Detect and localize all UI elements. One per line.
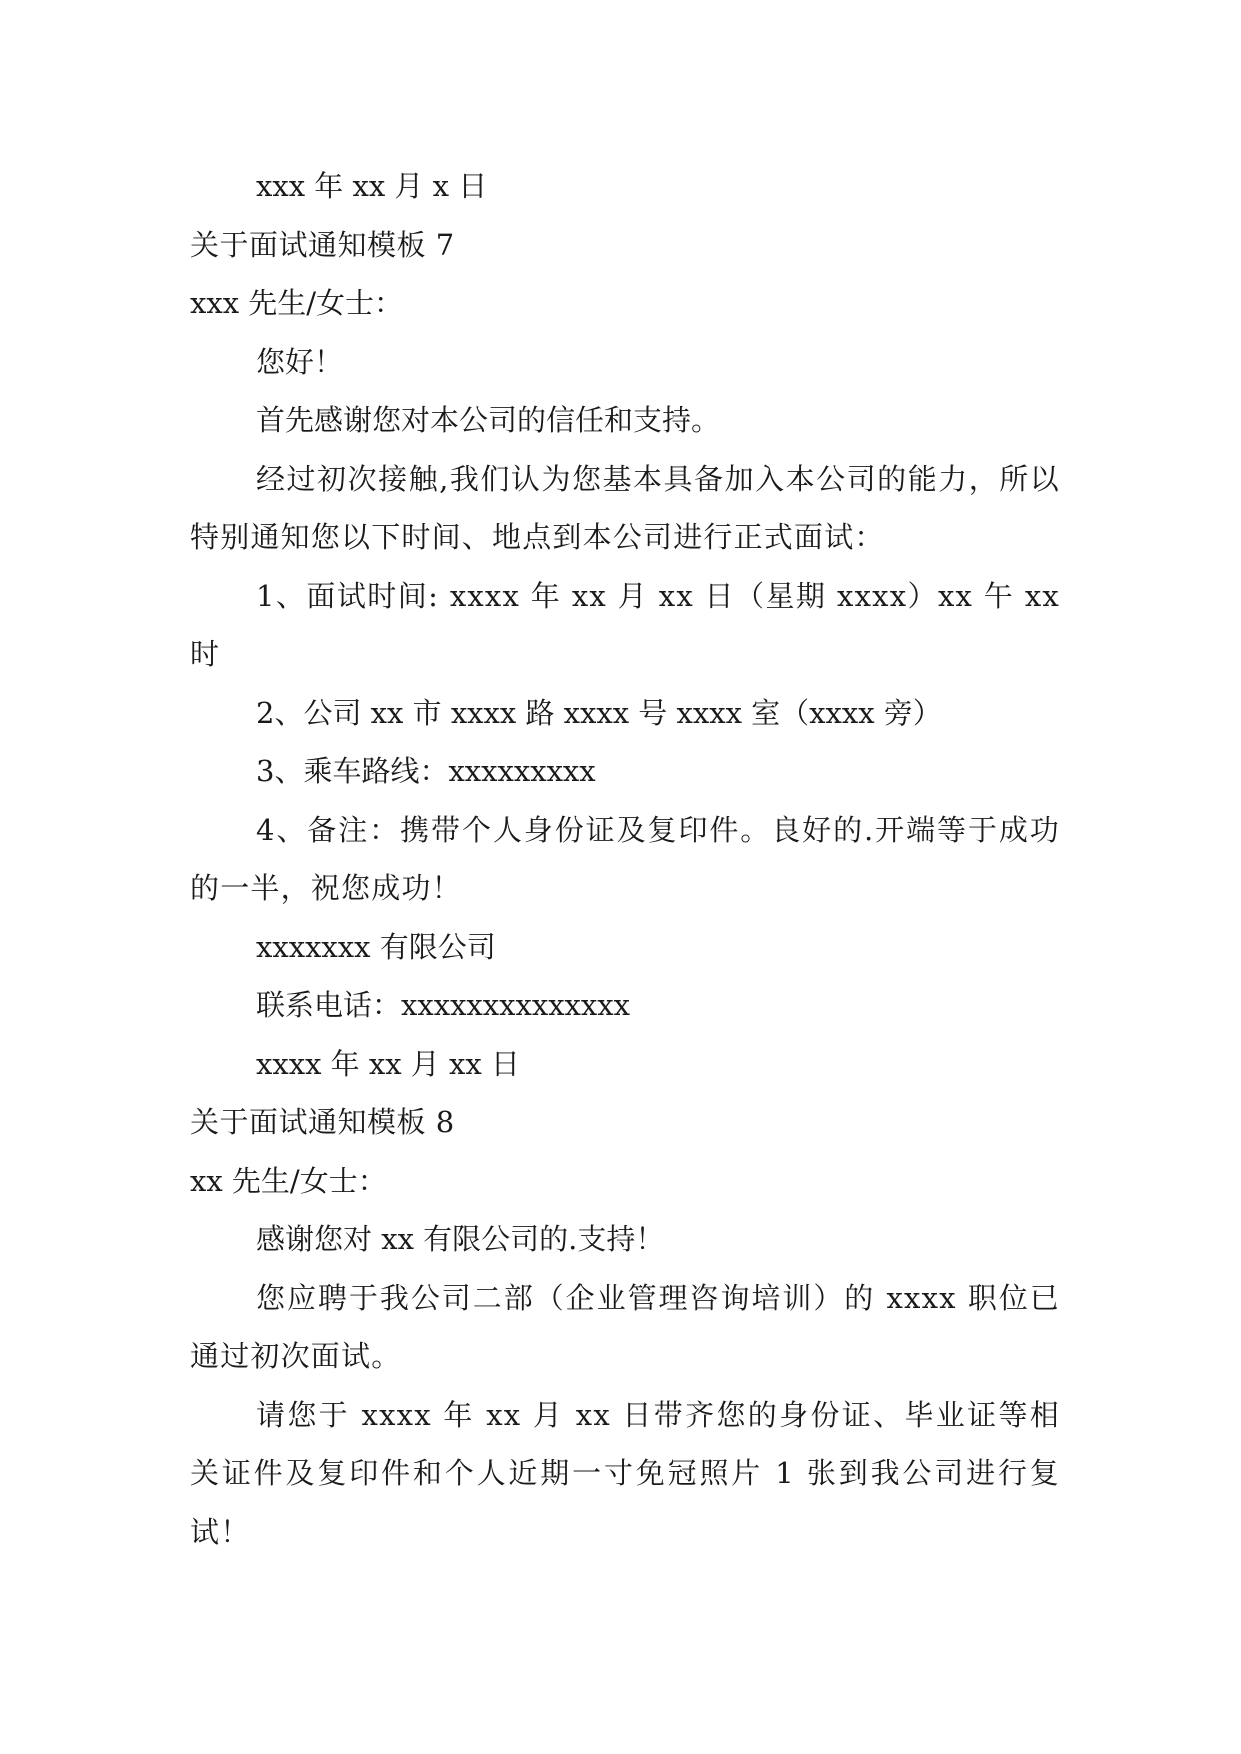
template-7-salutation: xxx 先生/女士： (190, 286, 404, 320)
template-7-item-1: 1、面试时间: xxxx 年 xx 月 xx 日（星期 xxxx）xx 午 xx 时 (190, 578, 1060, 671)
template-7-title: 关于面试通知模板 7 (190, 227, 455, 262)
template-7-company: xxxxxxx 有限公司 (256, 929, 496, 964)
template-7-greeting: 您好！ (256, 344, 344, 379)
template-8-request: 请您于 xxxx 年 xx 月 xx 日带齐您的身份证、毕业证等相关证件及复印件和个人近期一寸免冠照片 1 张到我公司进行复试！ (190, 1397, 1060, 1549)
template-8-title: 关于面试通知模板 8 (190, 1105, 455, 1139)
template-7-thanks: 首先感谢您对本公司的信任和支持。 (256, 403, 721, 437)
template-7-item-2: 2、公司 xx 市 xxxx 路 xxxx 号 xxxx 室（xxxx 旁） (256, 695, 942, 730)
template-8-result: 您应聘于我公司二部（企业管理咨询培训）的 xxxx 职位已通过初次面试。 (190, 1280, 1060, 1373)
template-7-date: xxxx 年 xx 月 xx 日 (256, 1046, 520, 1081)
template-8-thanks: 感谢您对 xx 有限公司的.支持！ (256, 1222, 665, 1256)
template-7-phone: 联系电话：xxxxxxxxxxxxxx (256, 988, 630, 1022)
date-line: xxx 年 xx 月 x 日 (256, 169, 488, 203)
template-8-salutation: xx 先生/女士： (190, 1163, 387, 1198)
document-body (190, 157, 1060, 1561)
template-7-item-3: 3、乘车路线：xxxxxxxxx (256, 754, 596, 788)
template-7-item-4: 4、备注：携带个人身份证及复印件。良好的.开端等于成功的一半，祝您成功！ (190, 812, 1060, 905)
template-7-intro: 经过初次接触,我们认为您基本具备加入本公司的能力，所以特别通知您以下时间、地点到本公司进行正式面试： (190, 461, 1060, 554)
